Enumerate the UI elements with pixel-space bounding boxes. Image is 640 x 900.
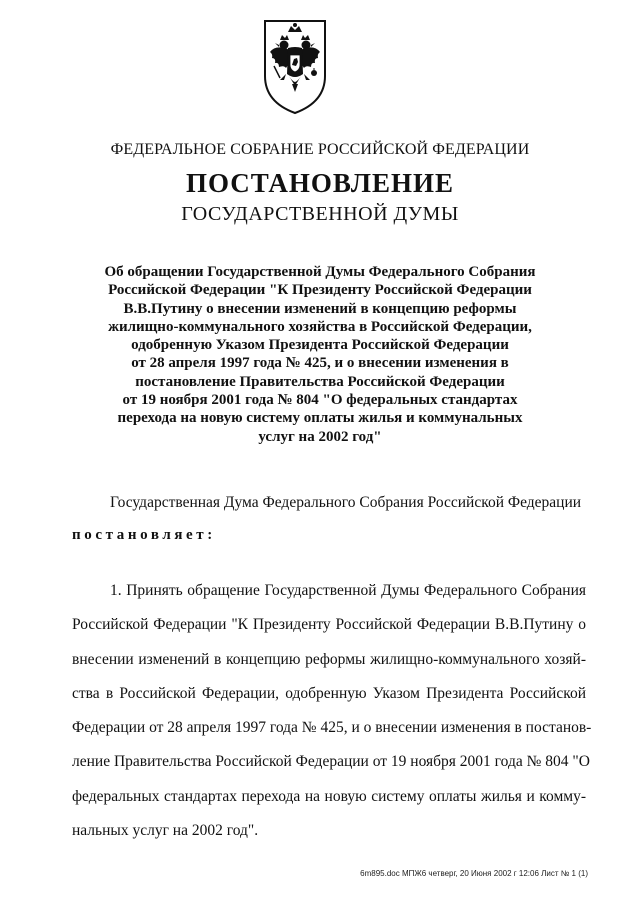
paragraph-line: 1. Принять обращение Государственной Думы Федерального Собрания [110, 582, 586, 599]
title-line: жилищно-коммунального хозяйства в Российской Федерации, [108, 318, 532, 335]
resolution-title [90, 263, 550, 446]
title-line: от 28 апреля 1997 года № 425, и о внесении изменения в [131, 355, 509, 372]
paragraph-line: Российской Федерации "К Президенту Российской Федерации В.В.Путину о [72, 616, 586, 634]
document-issuer-heading: ГОСУДАРСТВЕННОЙ ДУМЫ [181, 203, 459, 225]
title-line: постановление Правительства Российской Федерации [135, 373, 505, 390]
document-type-heading: ПОСТАНОВЛЕНИЕ [185, 168, 455, 198]
intro-sentence: Государственная Дума Федерального Собрания Российской Федерации [110, 494, 582, 511]
title-line: Российской Федерации "К Президенту Российской Федерации [108, 282, 532, 299]
title-line: от 19 ноября 2001 года № 804 "О федеральных стандартах [122, 392, 518, 409]
paragraph-line: нальных услуг на 2002 год". [72, 822, 259, 840]
title-line: перехода на новую систему оплаты жилья и коммунальных [117, 410, 523, 427]
russian-coat-of-arms-icon [262, 18, 328, 116]
title-line: одобренную Указом Президента Российской Федерации [131, 337, 509, 354]
paragraph-line: ление Правительства Российской Федерации от 19 ноября 2001 года № 804 "О [72, 753, 590, 771]
paragraph-line: внесении изменений в концепцию реформы жилищно-коммунального хозяй- [72, 650, 586, 668]
title-line: услуг на 2002 год" [258, 428, 382, 445]
title-line: Об обращении Государственной Думы Федерального Собрания [104, 264, 536, 280]
organization-name: ФЕДЕРАЛЬНОЕ СОБРАНИЕ РОССИЙСКОЙ ФЕДЕРАЦИИ [110, 141, 530, 158]
paragraph-line: федеральных стандартах перехода на новую систему оплаты жилья и комму- [72, 787, 586, 805]
paragraph-line: ства в Российской Федерации, одобренную Указом Президента Российской [72, 684, 586, 702]
title-line: В.В.Путину о внесении изменений в концепцию реформы [123, 300, 517, 317]
document-footer: 6m895.doc МПЖ6 четверг, 20 Июня 2002 г 12:06 Лист № 1 (1) [360, 869, 588, 878]
paragraph-1 [72, 574, 592, 848]
decree-word: постановляет: [72, 527, 216, 543]
paragraph-line: Федерации от 28 апреля 1997 года № 425, и о внесении изменения в постанов- [72, 719, 592, 737]
